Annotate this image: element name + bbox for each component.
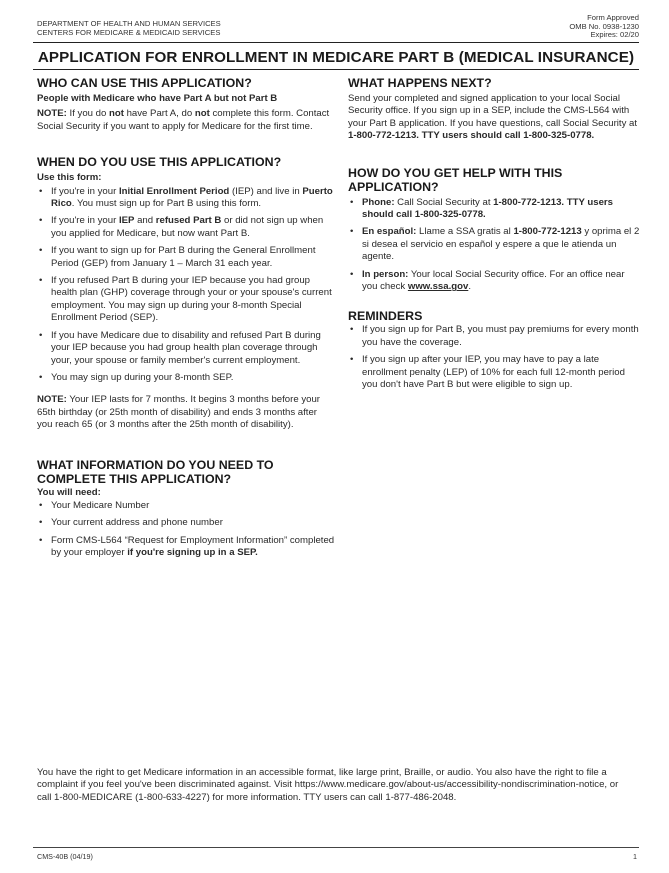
info-subhead: You will need: [37,486,101,498]
emphasis: if you're signing up in a SEP. [127,547,258,559]
who-note [37,108,335,133]
text: Call Social Security at [394,196,494,208]
list-item: • If you sign up for Part B, you must pay premiums for every month you have the coverage. [348,324,640,349]
next-heading: WHAT HAPPENS NEXT? [348,76,492,90]
list-item [37,215,335,240]
iep-note [37,394,335,431]
phone-numbers: 1-800-772-1213. TTY users should call 1-800-325-0778. [362,196,613,221]
who-subhead: People with Medicare who have Part A but not Part B [37,93,278,104]
when-list [37,186,335,385]
list-item: • You may sign up during your 8-month SEP. [37,372,335,384]
who-section [37,76,335,133]
note-emphasis: not [194,108,210,120]
label: Phone: [362,196,395,208]
note-text: complete this form. Contact Social Security if you want to apply for Medicare for the first time. [37,108,330,132]
expiration-date: Expires: 02/20 [590,30,639,40]
help-section [348,166,640,294]
next-section [348,76,640,143]
list-item [348,226,640,263]
when-section [37,155,335,431]
help-heading: HOW DO YOU GET HELP WITH THIS APPLICATION? [348,165,563,194]
list-item: • Your Medicare Number [37,500,335,512]
info-list [37,500,335,560]
list-item: • If you refused Part B during your IEP because you had group health plan (GHP) coverage through your or your spouse's current employment. You may sign up during your 8-month Special Enrollment Period (SEP). [37,275,335,325]
info-heading: WHAT INFORMATION DO YOU NEED TO COMPLETE THIS APPLICATION? [37,457,274,486]
accessibility-notice: You have the right to get Medicare information in an accessible format, like large print, Braille, or audio. You also have the right to file a complaint if you feel you've been discriminated against. Visit https://www.medicare.gov/about-us/accessibility-nondiscrimination-notice, or call 1-800-MEDICARE (1-800-633-4227) for more information. TTY users can call 1-877-486-2048. [37,767,619,803]
note-emphasis: not [109,108,124,120]
text: Send your completed and signed application to your local Social Security office. If you sign up in a SEP, include the CMS-L564 with your Part B application. If you have questions, call Social Security at [348,93,638,129]
form-approval-block [569,14,639,40]
emphasis: Initial Enrollment Period [118,185,230,197]
agency-line-2: CENTERS FOR MEDICARE & MEDICAID SERVICES [37,27,221,37]
when-subhead: Use this form: [37,172,102,184]
text: If you're in your [51,215,119,227]
text: or did not sign up when you applied for Medicare, but now want Part B. [51,215,324,239]
form-number: CMS-40B (04/19) [37,852,93,861]
list-item [37,186,335,211]
label: En español: [362,226,417,238]
list-item [348,197,640,222]
note-text: have Part A, do [123,108,195,120]
phone-number: 1-800-772-1213 [513,226,582,238]
text: . [468,281,471,293]
help-list [348,197,640,294]
text: Your local Social Security office. For an office near you check [362,268,625,293]
agency-header [37,20,221,37]
info-section [37,458,335,560]
list-item: • If you sign up after your IEP, you may have to pay a late enrollment penalty (LEP) of 10% for each full 12-month period you don't have Part B but were eligible to sign up. [348,354,640,391]
note-text: If you do [66,108,109,120]
text: . You must sign up for Part B using this form. [71,198,262,210]
form-approved-label: Form Approved [587,13,639,22]
reminders-list [348,324,640,391]
text: and [134,215,156,227]
title-top-rule [33,42,639,43]
footer-rule [33,847,639,848]
agency-line-1: DEPARTMENT OF HEALTH AND HUMAN SERVICES [37,19,221,28]
list-item: • Your current address and phone number [37,517,335,529]
reminders-section [348,309,640,391]
page-title: APPLICATION FOR ENROLLMENT IN MEDICARE PART B (MEDICAL INSURANCE) [37,49,635,66]
when-heading: WHEN DO YOU USE THIS APPLICATION? [37,155,282,170]
note-label: NOTE: [37,108,67,120]
note-label: NOTE: [37,394,67,406]
who-heading: WHO CAN USE THIS APPLICATION? [37,76,252,90]
left-column [37,76,335,560]
text: (IEP) and live in [229,185,303,197]
list-item [348,269,640,294]
omb-number: OMB No. 0938-1230 [569,21,639,31]
text: Llame a SSA gratis al [416,226,514,238]
text: If you're in your [51,185,119,197]
emphasis: Puerto Rico [51,185,333,210]
right-column [348,76,640,392]
text: Form CMS-L564 “Request for Employment Information” completed by your employer [51,534,335,559]
text: y oprima el 2 si desea el servicio en español y espere a que le atienda un agente. [362,226,640,263]
list-item [37,535,335,560]
reminders-heading: REMINDERS [348,309,423,324]
note-text: Your IEP lasts for 7 months. It begins 3 months before your 65th birthday (or 25th month of disability) and ends 3 months after you reach 65 (or 3 months after the 25th month of disability). [37,394,320,431]
ssa-link[interactable]: www.ssa.gov [407,281,469,293]
page-number: 1 [633,852,637,861]
list-item: • If you want to sign up for Part B during the General Enrollment Period (GEP) from January 1 – March 31 each year. [37,245,335,270]
emphasis: IEP [118,215,135,227]
phone-numbers: 1-800-772-1213. TTY users should call 1-800-325-0778. [348,130,595,142]
label: In person: [362,268,409,280]
next-text [348,93,640,143]
title-bottom-rule [33,69,639,70]
list-item: • If you have Medicare due to disability and refused Part B during your IEP because you had group health plan coverage through your, your spouse or family member's current employment. [37,330,335,367]
emphasis: refused Part B [155,215,222,227]
